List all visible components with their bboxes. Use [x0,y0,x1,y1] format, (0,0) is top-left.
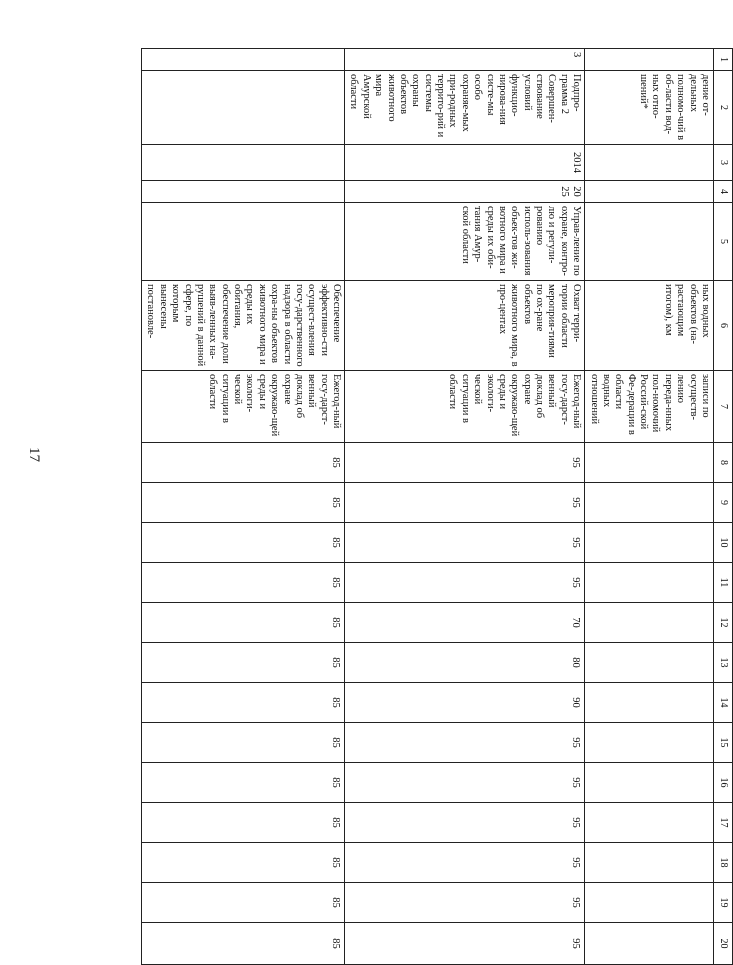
value-cell: 85 [142,443,345,483]
value-cell [585,643,714,683]
source-cell: Ежегод-ный госу-дарст-венный доклад об охране окружаю-щей среды и экологи-ческой ситуации в области [345,371,585,443]
value-cell: 95 [345,563,585,603]
header-cell: 19 [714,883,733,923]
indicator-cell: ных водных объектов (на-растающим итогом), км [585,281,714,371]
value-cell [585,803,714,843]
value-cell: 85 [142,603,345,643]
value-cell: 95 [345,523,585,563]
value-cell [585,883,714,923]
header-cell: 4 [714,181,733,203]
table-row [345,49,585,965]
value-cell [585,483,714,523]
name-cell: дение от-дельных полномо-чий в об-ласти вод-ных отно-шений* [585,71,714,145]
header-cell: 18 [714,843,733,883]
value-cell: 90 [345,683,585,723]
value-cell: 95 [345,843,585,883]
header-cell: 8 [714,443,733,483]
name-cell [142,71,345,145]
value-cell: 85 [142,683,345,723]
value-cell: 85 [142,763,345,803]
value-cell: 95 [345,883,585,923]
end-year-cell [142,181,345,203]
value-cell: 95 [345,723,585,763]
executor-cell [142,203,345,281]
value-cell [585,523,714,563]
data-table [141,48,733,965]
header-cell: 14 [714,683,733,723]
value-cell: 80 [345,643,585,683]
header-cell: 9 [714,483,733,523]
row-number-cell [585,49,714,71]
header-cell: 6 [714,281,733,371]
row-number-cell: 3 [345,49,585,71]
header-cell: 12 [714,603,733,643]
header-cell: 16 [714,763,733,803]
start-year-cell [142,145,345,181]
header-cell: 1 [714,49,733,71]
executor-cell: Управ-ление по охране, контро-лю и регули-рованию исполь-зования объек-тов жи-вотного мира и среды их оби-тания Амур-ской области [345,203,585,281]
header-row [714,49,733,965]
value-cell: 85 [142,643,345,683]
start-year-cell [585,145,714,181]
header-cell: 3 [714,145,733,181]
header-cell: 20 [714,923,733,965]
value-cell: 85 [142,843,345,883]
value-cell: 70 [345,603,585,643]
header-cell: 5 [714,203,733,281]
value-cell [585,443,714,483]
value-cell: 85 [142,523,345,563]
executor-cell [585,203,714,281]
header-cell: 10 [714,523,733,563]
value-cell [585,563,714,603]
page-number: 17 [26,447,42,462]
value-cell: 95 [345,483,585,523]
value-cell: 85 [142,923,345,965]
header-cell: 2 [714,71,733,145]
table-row [142,49,345,965]
header-cell: 17 [714,803,733,843]
source-cell: записи по осуществ-лению переда-нных пол-номочий Россий-ской Фе-дерации в области водных отношений [585,371,714,443]
end-year-cell: 2025 [345,181,585,203]
row-number-cell [142,49,345,71]
value-cell: 85 [142,803,345,843]
table-row [585,49,714,965]
value-cell: 95 [345,443,585,483]
header-cell: 7 [714,371,733,443]
value-cell: 85 [142,883,345,923]
value-cell [585,923,714,965]
indicator-cell: Обеспечение эффективно-сти осущест-вления госу-дарственного надзора в области охра-ны объектов животного мира и среды их обитания, обеспечение доли выяв-ленных на-рушений в данной сфере, по которым вынесены постановле- [142,281,345,371]
value-cell [585,763,714,803]
value-cell [585,723,714,763]
value-cell [585,683,714,723]
name-cell: Подпро-грамма 2 Совершен-ствование условий функцио-нирова-ния систе-мы особо охраняе-мых при-родных террито-рий и системы охраны объектов животного мира Амурской области [345,71,585,145]
rotated-table-container [145,48,733,949]
indicator-cell: Охват терри-тории области мероприя-тиями по ох-ране объектов животного мира, в про-центах [345,281,585,371]
source-cell: Ежегод-ный госу-дарст-венный доклад об охране окружаю-щей среды и экологи-ческой ситуации в области [142,371,345,443]
value-cell: 85 [142,563,345,603]
header-cell: 11 [714,563,733,603]
value-cell: 95 [345,923,585,965]
header-cell: 13 [714,643,733,683]
value-cell: 95 [345,763,585,803]
start-year-cell: 2014 [345,145,585,181]
value-cell: 95 [345,803,585,843]
value-cell: 85 [142,483,345,523]
end-year-cell [585,181,714,203]
value-cell: 85 [142,723,345,763]
header-cell: 15 [714,723,733,763]
value-cell [585,603,714,643]
value-cell [585,843,714,883]
